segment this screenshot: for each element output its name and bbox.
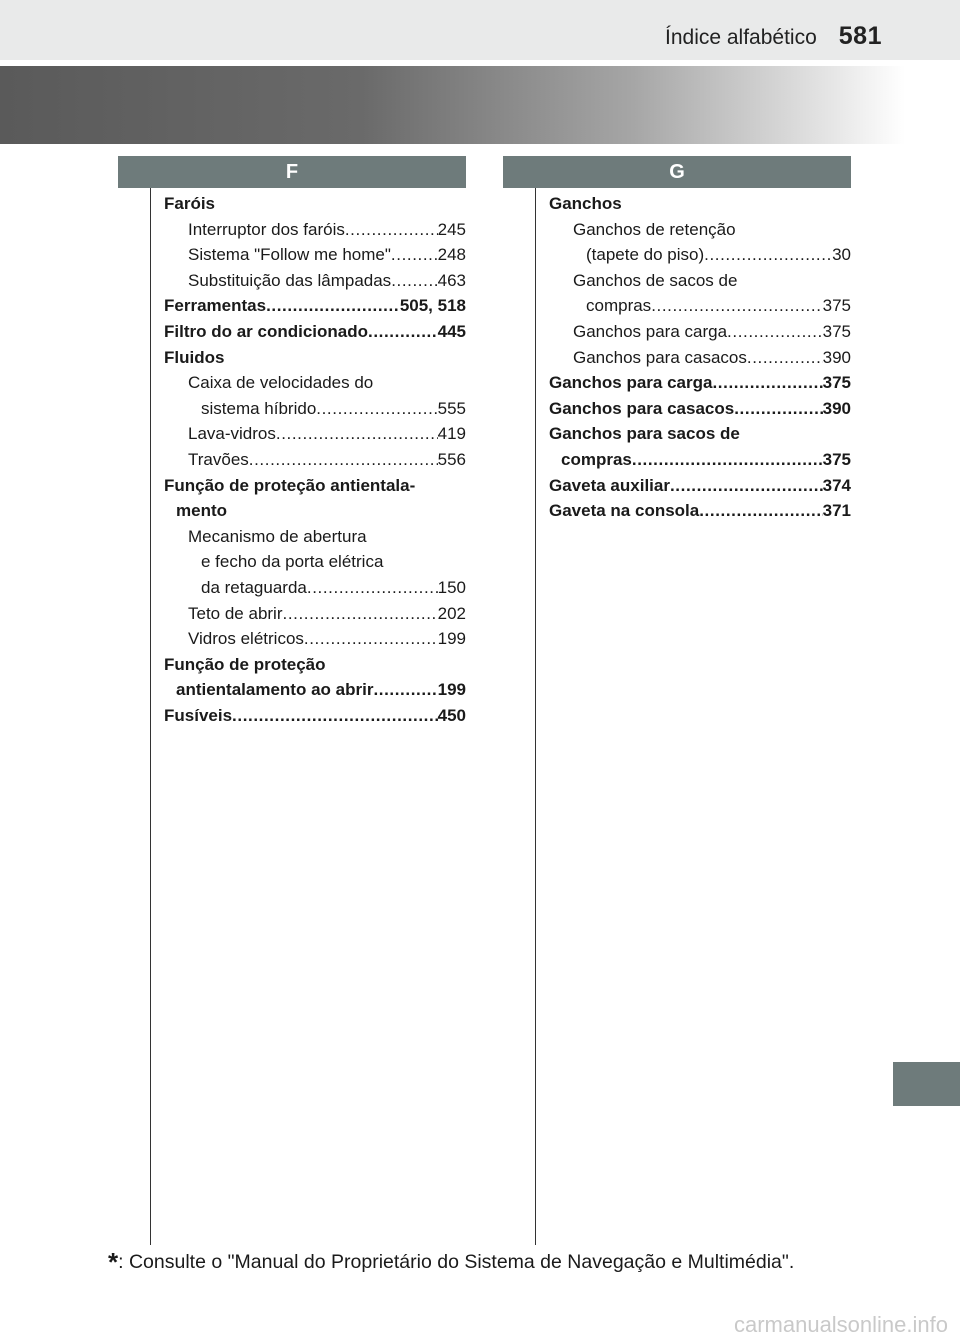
index-entry: [164, 575, 466, 601]
index-entry: [164, 601, 466, 627]
entry-page: 202: [437, 603, 466, 623]
index-entry: [164, 652, 466, 678]
dot-leader: [712, 370, 822, 396]
index-entry: [549, 242, 851, 268]
entry-page: 419: [437, 424, 466, 444]
entry-term: Filtro do ar condicionado: [164, 321, 368, 341]
header-title: Índice alfabético: [665, 26, 817, 49]
column-rule-g: [535, 188, 536, 1245]
dot-leader: [276, 421, 438, 447]
entry-page: 248: [437, 245, 466, 265]
dot-leader: [232, 703, 438, 729]
footnote: [108, 1247, 794, 1278]
index-entry: [164, 498, 466, 524]
entry-page: 463: [437, 270, 466, 290]
dot-leader: [651, 293, 822, 319]
index-entry: [549, 191, 851, 217]
dot-leader: [283, 601, 438, 627]
dot-leader: [747, 345, 823, 371]
page-number: 581: [838, 22, 882, 50]
index-entry: [549, 370, 851, 396]
entry-term: Ganchos: [549, 194, 622, 213]
entry-term: Teto de abrir: [188, 603, 283, 623]
index-column-f: [164, 191, 466, 728]
entry-term: mento: [176, 501, 227, 521]
entry-term: Ganchos para sacos de: [549, 424, 740, 444]
entry-page: 150: [437, 577, 466, 597]
index-entry: [164, 447, 466, 473]
index-entry: [549, 396, 851, 422]
dot-leader: [316, 396, 437, 422]
dot-leader: [632, 447, 823, 473]
entry-term: da retaguarda: [201, 577, 307, 597]
index-entry: [164, 217, 466, 243]
index-entry: [164, 319, 466, 345]
index-entry: [549, 217, 851, 243]
watermark: carmanualsonline.info: [733, 1312, 948, 1337]
entry-page: 375: [822, 321, 851, 341]
dot-leader: [266, 293, 400, 319]
entry-term: Ganchos para casacos: [573, 347, 747, 367]
index-entry: [549, 293, 851, 319]
entry-page: 445: [437, 321, 466, 341]
entry-term: Função de proteção: [164, 654, 326, 674]
entry-page: 371: [822, 501, 851, 521]
entry-term: Travões: [188, 449, 249, 469]
entry-page: 556: [437, 449, 466, 469]
section-header-f: F: [118, 156, 466, 188]
entry-page: 375: [822, 373, 851, 393]
entry-term: compras: [586, 296, 652, 316]
index-entry: [164, 370, 466, 396]
entry-page: 375: [822, 296, 851, 316]
index-column-g: [549, 191, 851, 524]
index-entry: [164, 242, 466, 268]
dot-leader: [368, 319, 438, 345]
entry-term: Mecanismo de abertura: [188, 526, 367, 546]
dot-leader: [391, 268, 437, 294]
index-entry: [164, 396, 466, 422]
entry-term: Lava-vidros: [188, 424, 276, 444]
dot-leader: [373, 677, 437, 703]
index-entry: [164, 626, 466, 652]
index-entry: [549, 421, 851, 447]
entry-page: 375: [822, 449, 851, 469]
index-entry: [549, 319, 851, 345]
entry-term: Gaveta na consola: [549, 501, 700, 521]
dot-leader: [727, 319, 823, 345]
index-entry: [164, 703, 466, 729]
entry-term: Ganchos de retenção: [573, 219, 736, 239]
dot-leader: [704, 242, 832, 268]
entry-term: Gaveta auxiliar: [549, 475, 670, 495]
dot-leader: [249, 447, 438, 473]
index-entry: [164, 524, 466, 550]
entry-term: Interruptor dos faróis: [188, 219, 345, 239]
index-entry: [164, 191, 466, 217]
index-entry: [549, 268, 851, 294]
entry-page: 505, 518: [399, 296, 466, 316]
dot-leader: [345, 217, 438, 243]
entry-term: Fusíveis: [164, 705, 233, 725]
entry-term: Vidros elétricos: [188, 629, 304, 649]
dot-leader: [734, 396, 822, 422]
entry-term: Função de proteção antientala-: [164, 475, 416, 495]
index-entry: [549, 447, 851, 473]
entry-term: e fecho da porta elétrica: [201, 552, 384, 572]
entry-page: 390: [822, 347, 851, 367]
entry-term: sistema híbrido: [201, 398, 317, 418]
index-entry: [549, 473, 851, 499]
chapter-tab: [893, 1062, 960, 1106]
entry-term: Ganchos para casacos: [549, 398, 735, 418]
entry-term: Fluidos: [164, 347, 225, 367]
entry-page: 199: [437, 629, 466, 649]
index-entry: [164, 473, 466, 499]
column-rule-f: [150, 188, 151, 1245]
footnote-marker: *: [108, 1247, 119, 1277]
entry-term: Ganchos de sacos de: [573, 270, 738, 290]
footnote-text: : Consulte o "Manual do Proprietário do Sistema de Navegação e Multimédia".: [118, 1251, 795, 1273]
entry-page: 30: [832, 245, 851, 265]
index-entry: [164, 345, 466, 371]
index-entry: [164, 293, 466, 319]
index-entry: [549, 345, 851, 371]
entry-term: Ganchos para carga: [573, 321, 728, 341]
entry-page: 555: [437, 398, 466, 418]
entry-term: compras: [561, 449, 632, 469]
dot-leader: [307, 575, 438, 601]
decorative-banner: [0, 66, 905, 144]
entry-page: 199: [437, 680, 466, 700]
entry-page: 374: [822, 475, 851, 495]
entry-term: Ferramentas: [164, 296, 267, 316]
index-entry: [164, 268, 466, 294]
dot-leader: [699, 498, 822, 524]
entry-term: Faróis: [164, 194, 216, 213]
dot-leader: [304, 626, 438, 652]
entry-page: 245: [437, 219, 466, 239]
entry-term: Caixa de velocidades do: [188, 373, 374, 393]
entry-page: 390: [822, 398, 851, 418]
section-header-g: G: [503, 156, 851, 188]
entry-term: Ganchos para carga: [549, 373, 713, 393]
dot-leader: [670, 473, 823, 499]
entry-term: (tapete do piso): [586, 245, 705, 265]
entry-page: 450: [437, 705, 466, 725]
index-entry: [164, 677, 466, 703]
index-entry: [164, 421, 466, 447]
entry-term: Sistema "Follow me home": [188, 245, 391, 265]
dot-leader: [391, 242, 438, 268]
index-entry: [164, 549, 466, 575]
entry-term: antientalamento ao abrir: [176, 680, 374, 700]
entry-term: Substituição das lâmpadas: [188, 270, 392, 290]
page-header: [665, 22, 882, 51]
index-entry: [549, 498, 851, 524]
